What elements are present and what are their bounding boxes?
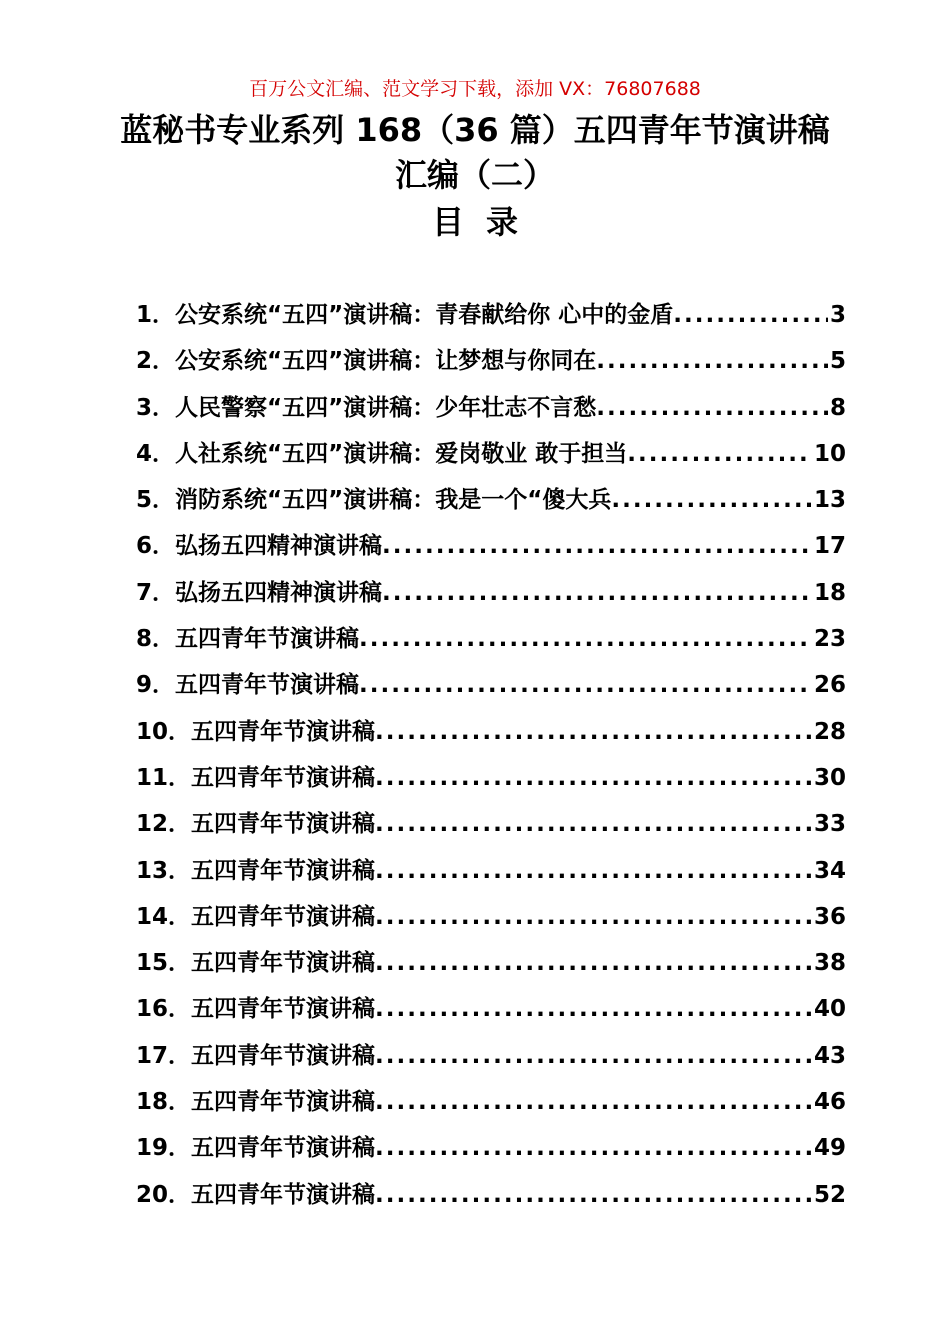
toc-entry-page: 49 — [813, 1135, 846, 1162]
toc-entry[interactable] — [136, 713, 846, 759]
toc-leader-dots — [596, 395, 828, 421]
toc-entry-title: 1．公安系统“五四”演讲稿：青春献给你 心中的金盾 — [136, 302, 674, 328]
toc-entry[interactable] — [136, 1037, 846, 1083]
toc-entry[interactable] — [136, 1176, 846, 1222]
toc-leader-dots — [375, 996, 812, 1022]
toc-leader-dots — [359, 626, 812, 652]
toc-entry[interactable] — [136, 805, 846, 851]
toc-entry[interactable] — [136, 666, 846, 712]
toc-leader-dots — [375, 765, 812, 791]
toc-entry[interactable] — [136, 296, 846, 342]
toc-entry-title: 6．弘扬五四精神演讲稿 — [136, 533, 383, 560]
toc-entry[interactable] — [136, 527, 846, 573]
toc-entry-title: 8．五四青年节演讲稿 — [136, 626, 360, 653]
toc-entry[interactable] — [136, 1129, 846, 1175]
toc-entry-page: 52 — [813, 1181, 846, 1208]
toc-entry-page: 33 — [813, 811, 846, 838]
toc-entry-title: 20．五四青年节演讲稿 — [136, 1181, 376, 1208]
document-title: 蓝秘书专业系列 168（36 篇）五四青年节演讲稿 — [120, 111, 830, 149]
toc-entry-page: 18 — [813, 579, 846, 606]
toc-entry-page: 13 — [813, 487, 846, 514]
toc-entry[interactable] — [136, 852, 846, 898]
toc-leader-dots — [375, 719, 812, 745]
toc-leader-dots — [611, 487, 812, 513]
toc-entry-page: 38 — [813, 950, 846, 977]
toc-leader-dots — [375, 858, 812, 884]
toc-entry-page: 36 — [813, 903, 846, 930]
document-title-continued: 汇编（二） — [394, 156, 555, 194]
toc-entry-title: 17．五四青年节演讲稿 — [136, 1042, 376, 1069]
toc-leader-dots — [673, 302, 828, 328]
toc-entry-page: 17 — [813, 533, 846, 560]
toc-entry[interactable] — [136, 759, 846, 805]
toc-entry-title: 16．五四青年节演讲稿 — [136, 996, 376, 1023]
toc-entry-title: 4．人社系统“五四”演讲稿：爱岗敬业 敢于担当 — [136, 440, 628, 467]
toc-leader-dots — [375, 1182, 812, 1208]
toc-entry[interactable] — [136, 342, 846, 388]
toc-entry-page: 28 — [813, 718, 846, 745]
toc-entry-page: 30 — [813, 764, 846, 791]
toc-entry-page: 40 — [813, 996, 846, 1023]
toc-entry-page: 46 — [813, 1089, 846, 1116]
toc-entry[interactable] — [136, 990, 846, 1036]
toc-entry[interactable] — [136, 1083, 846, 1129]
toc-leader-dots — [375, 1135, 812, 1161]
toc-entry-title: 15．五四青年节演讲稿 — [136, 950, 376, 977]
toc-entry-page: 3 — [829, 302, 846, 328]
toc-leader-dots — [359, 672, 812, 698]
toc-entry-title: 13．五四青年节演讲稿 — [136, 857, 376, 884]
watermark-text: 百万公文汇编、范文学习下载，添加 VX：76807688 — [249, 78, 701, 100]
toc-entry-page: 10 — [813, 440, 846, 467]
toc-entry[interactable] — [136, 944, 846, 990]
toc-entry-title: 9．五四青年节演讲稿 — [136, 672, 360, 699]
toc-leader-dots — [382, 580, 812, 606]
toc-leader-dots — [627, 441, 812, 467]
toc-entry-title: 18．五四青年节演讲稿 — [136, 1089, 376, 1116]
toc-entry-title: 11．五四青年节演讲稿 — [136, 764, 376, 791]
toc-entry-title: 12．五四青年节演讲稿 — [136, 811, 376, 838]
toc-entry[interactable] — [136, 574, 846, 620]
toc-entry-title: 19．五四青年节演讲稿 — [136, 1135, 376, 1162]
toc-leader-dots — [382, 533, 812, 559]
toc-entry-page: 8 — [829, 394, 846, 421]
toc-entry-page: 5 — [829, 348, 846, 375]
toc-leader-dots — [375, 811, 812, 837]
toc-entry-page: 26 — [813, 672, 846, 699]
toc-entry[interactable] — [136, 620, 846, 666]
toc-entry-title: 7．弘扬五四精神演讲稿 — [136, 579, 383, 606]
toc-entry-title: 3．人民警察“五四”演讲稿：少年壮志不言愁 — [136, 394, 597, 421]
toc-entry-title: 10．五四青年节演讲稿 — [136, 718, 376, 745]
toc-leader-dots — [375, 950, 812, 976]
toc-leader-dots — [596, 348, 828, 374]
table-of-contents — [136, 296, 846, 1222]
toc-leader-dots — [375, 1043, 812, 1069]
toc-entry-title: 2．公安系统“五四”演讲稿：让梦想与你同在 — [136, 348, 597, 375]
toc-entry[interactable] — [136, 481, 846, 527]
toc-leader-dots — [375, 1089, 812, 1115]
toc-entry[interactable] — [136, 389, 846, 435]
toc-entry-page: 34 — [813, 857, 846, 884]
toc-entry[interactable] — [136, 435, 846, 481]
toc-leader-dots — [375, 904, 812, 930]
toc-entry-title: 5．消防系统“五四”演讲稿：我是一个“傻大兵 — [136, 487, 612, 514]
toc-entry[interactable] — [136, 898, 846, 944]
toc-entry-page: 43 — [813, 1042, 846, 1069]
toc-entry-page: 23 — [813, 626, 846, 653]
toc-entry-title: 14．五四青年节演讲稿 — [136, 903, 376, 930]
toc-heading: 目录 — [431, 203, 540, 241]
